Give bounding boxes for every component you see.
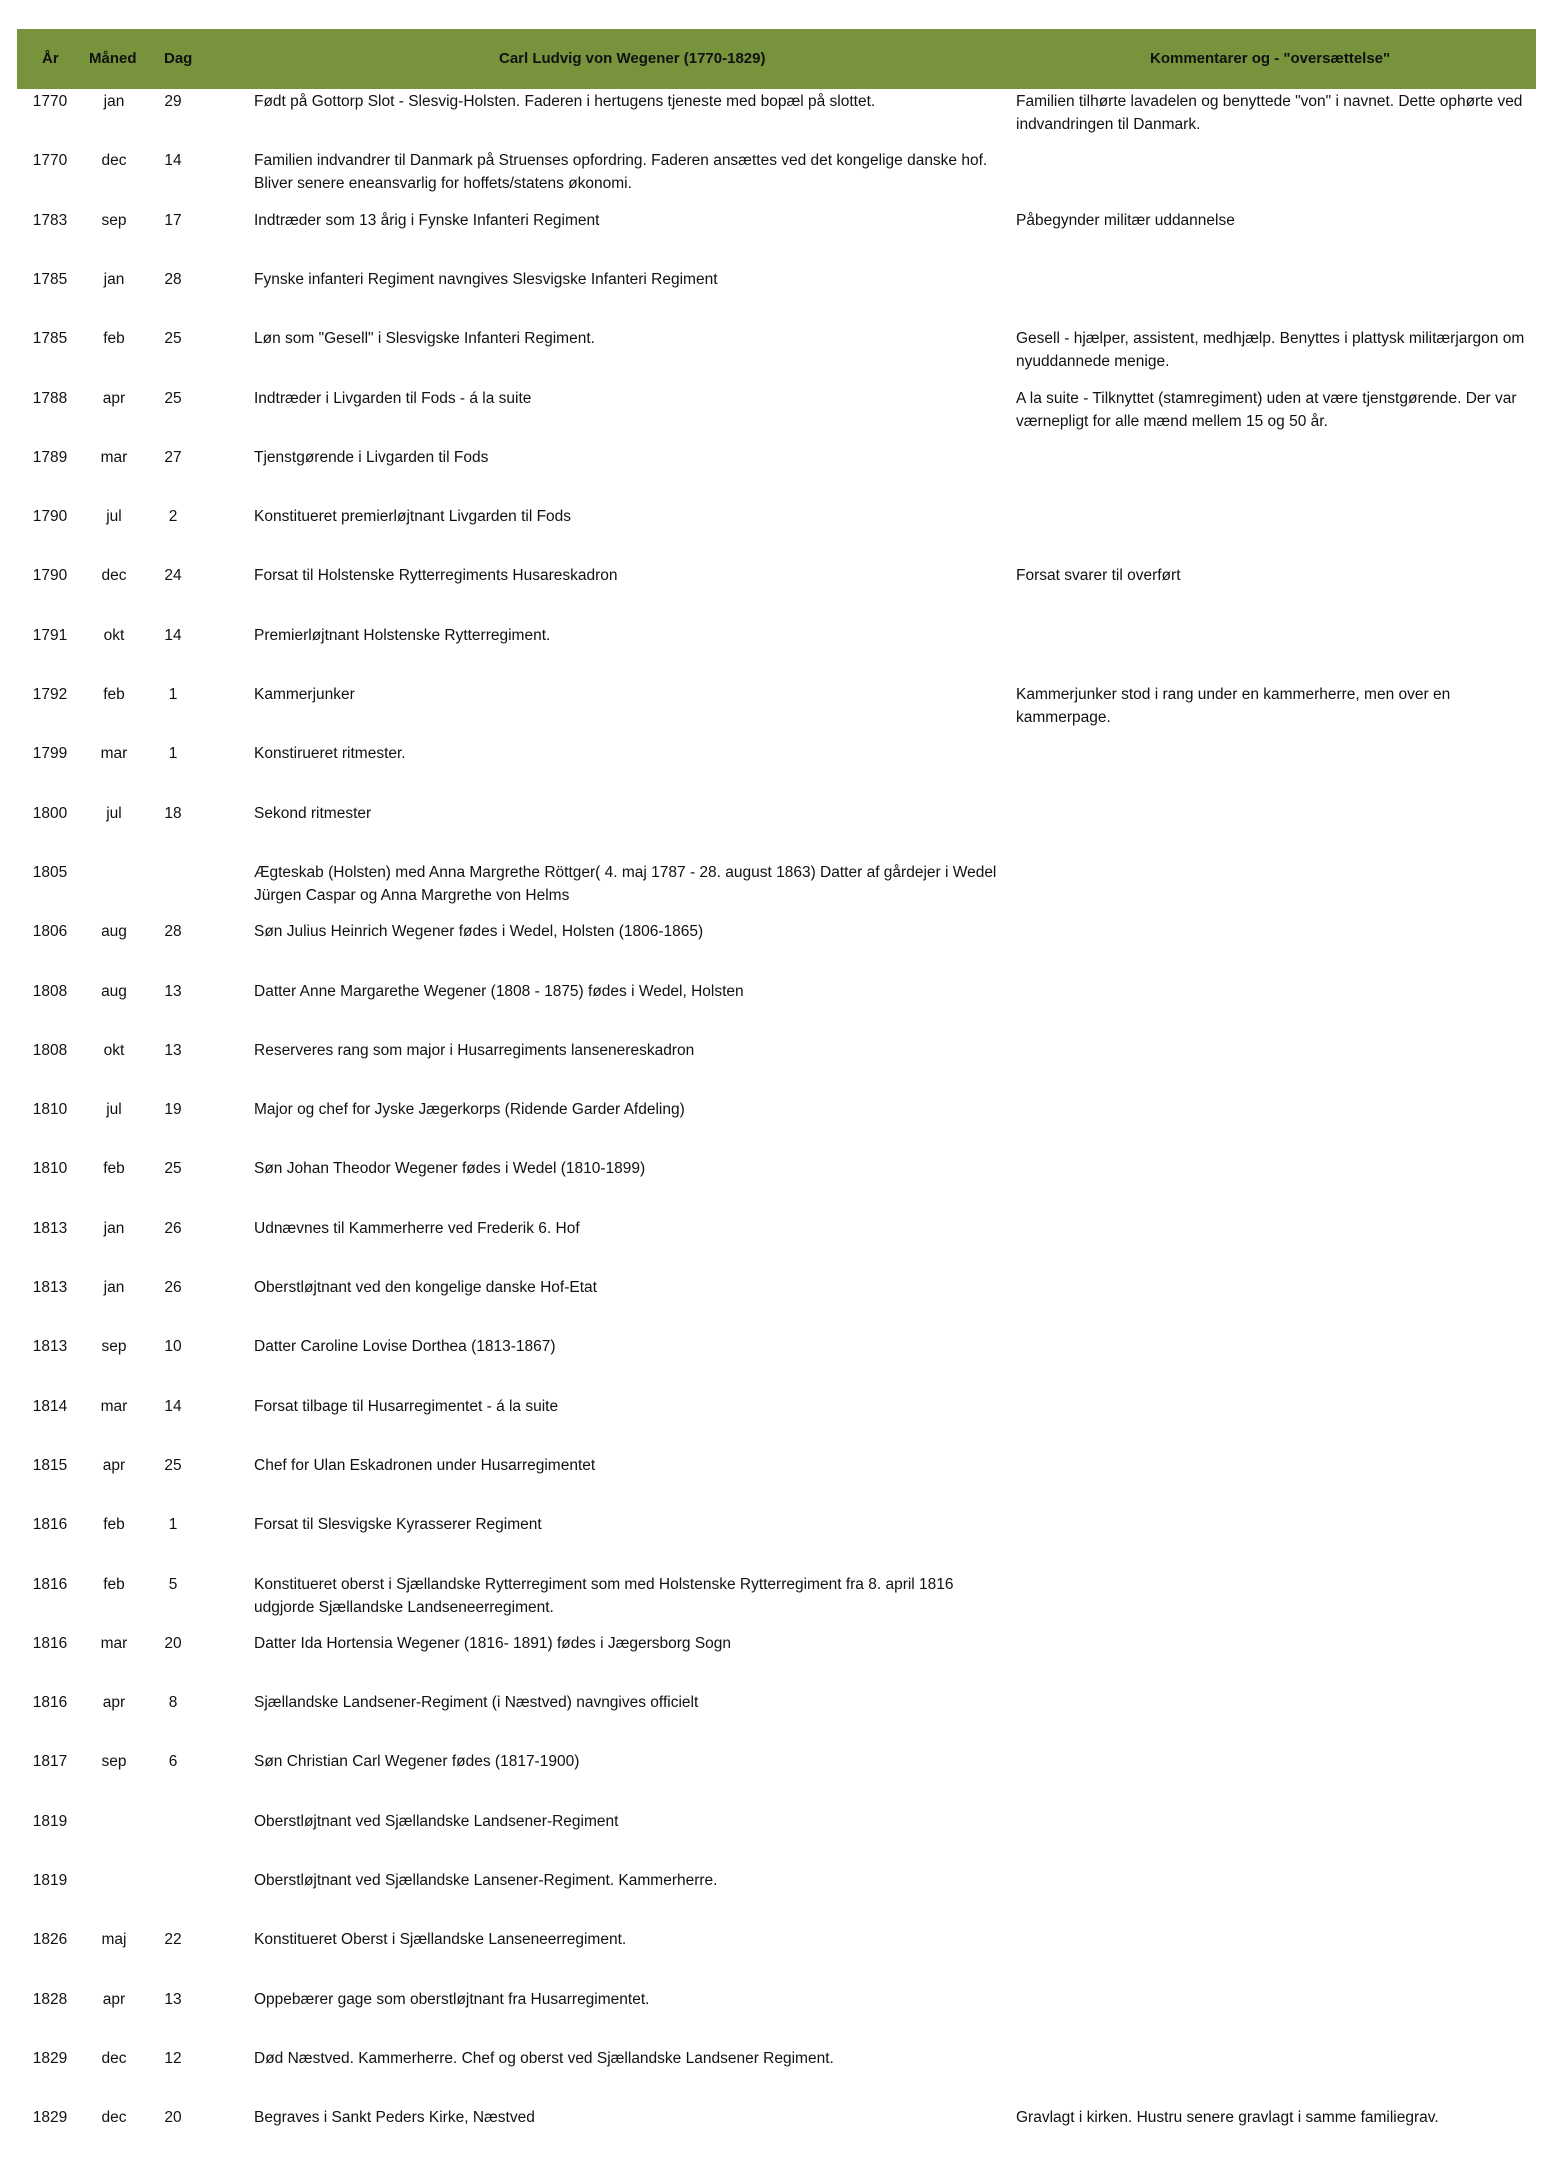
cell-description: Oberstløjtnant ved Sjællandske Landsener-Regiment [254,1813,619,1830]
cell-year: 1810 [32,1101,68,1118]
header-day: Dag [164,50,193,67]
cell-description: Major og chef for Jyske Jægerkorps (Ridende Garder Afdeling) [254,1101,685,1118]
cell-year: 1808 [32,983,68,1000]
header-description: Carl Ludvig von Wegener (1770-1829) [499,50,766,67]
cell-description: Oppebærer gage som oberstløjtnant fra Husarregimentet. [254,1991,650,2008]
cell-day: 28 [164,271,182,288]
cell-month: sep [101,212,127,229]
cell-description: Oberstløjtnant ved Sjællandske Lansener-Regiment. Kammerherre. [254,1872,718,1889]
cell-description: Kammerjunker [254,686,355,703]
cell-month: okt [103,627,125,644]
cell-day: 17 [164,212,182,229]
cell-comment: Forsat svarer til overført [1016,567,1181,584]
cell-year: 1829 [32,2050,68,2067]
cell-year: 1813 [32,1220,68,1237]
cell-day: 25 [164,1457,182,1474]
cell-month: jul [106,805,122,822]
cell-comment: Familien tilhørte lavadelen og benyttede "von" i navnet. Dette ophørte ved indvandringen til Danmark. [1016,93,1523,133]
cell-comment: Gravlagt i kirken. Hustru senere gravlagt i samme familiegrav. [1016,2109,1439,2126]
cell-description: Søn Julius Heinrich Wegener fødes i Wedel, Holsten (1806-1865) [254,923,704,940]
cell-month: sep [101,1338,127,1355]
cell-year: 1816 [32,1635,68,1652]
cell-month: dec [101,152,127,169]
cell-year: 1805 [32,864,68,881]
cell-year: 1828 [32,1991,68,2008]
cell-month: mar [100,1635,128,1652]
cell-description: Forsat tilbage til Husarregimentet - á la suite [254,1398,559,1415]
cell-month: feb [103,330,125,347]
cell-description: Indtræder i Livgarden til Fods - á la suite [254,390,532,407]
header-month: Måned [89,50,137,67]
cell-month: mar [100,449,128,466]
cell-month: apr [102,390,126,407]
cell-description: Søn Johan Theodor Wegener fødes i Wedel (1810-1899) [254,1160,646,1177]
cell-description: Familien indvandrer til Danmark på Struenses opfordring. Faderen ansættes ved det kongelige danske hof. Bliver senere eneansvarlig for hoffets/statens økonomi. [254,152,988,192]
cell-description: Konstitueret premierløjtnant Livgarden til Fods [254,508,572,525]
cell-month: dec [101,2050,127,2067]
cell-year: 1816 [32,1576,68,1593]
cell-year: 1783 [32,212,68,229]
cell-day: 14 [164,1398,182,1415]
cell-description: Begraves i Sankt Peders Kirke, Næstved [254,2109,535,2126]
cell-year: 1826 [32,1931,68,1948]
cell-month: okt [103,1042,125,1059]
cell-day: 10 [164,1338,182,1355]
cell-year: 1815 [32,1457,68,1474]
cell-month: aug [101,923,127,940]
cell-month: jan [103,1279,125,1296]
cell-description: Forsat til Slesvigske Kyrasserer Regiment [254,1516,542,1533]
cell-day: 13 [164,1991,182,2008]
cell-day: 26 [164,1220,182,1237]
cell-description: Forsat til Holstenske Rytterregiments Husareskadron [254,567,618,584]
cell-year: 1829 [32,2109,68,2126]
cell-day: 1 [168,745,178,762]
cell-year: 1816 [32,1516,68,1533]
cell-day: 26 [164,1279,182,1296]
cell-year: 1791 [32,627,68,644]
cell-description: Datter Ida Hortensia Wegener (1816- 1891) fødes i Jægersborg Sogn [254,1635,732,1652]
cell-day: 25 [164,1160,182,1177]
cell-comment: Kammerjunker stod i rang under en kammerherre, men over en kammerpage. [1016,686,1451,726]
header-year: År [42,50,59,67]
cell-year: 1813 [32,1338,68,1355]
cell-day: 5 [168,1576,178,1593]
cell-description: Sekond ritmester [254,805,372,822]
cell-year: 1806 [32,923,68,940]
cell-month: dec [101,2109,127,2126]
cell-day: 22 [164,1931,182,1948]
cell-day: 1 [168,686,178,703]
cell-day: 24 [164,567,182,584]
cell-day: 20 [164,1635,182,1652]
cell-comment: A la suite - Tilknyttet (stamregiment) uden at være tjenstgørende. Der var værnepligt for alle mænd mellem 15 og 50 år. [1016,390,1517,430]
cell-day: 20 [164,2109,182,2126]
cell-month: feb [103,1576,125,1593]
cell-year: 1800 [32,805,68,822]
cell-description: Indtræder som 13 årig i Fynske Infanteri Regiment [254,212,600,229]
table-header [17,29,1536,89]
cell-description: Udnævnes til Kammerherre ved Frederik 6. Hof [254,1220,580,1237]
cell-description: Sjællandske Landsener-Regiment (i Næstved) navngives officielt [254,1694,699,1711]
cell-year: 1814 [32,1398,68,1415]
cell-day: 29 [164,93,182,110]
cell-year: 1790 [32,508,68,525]
cell-day: 6 [168,1753,178,1770]
cell-month: apr [102,1694,126,1711]
cell-year: 1770 [32,152,68,169]
cell-day: 28 [164,923,182,940]
cell-month: mar [100,745,128,762]
cell-month: maj [101,1931,127,1948]
cell-description: Tjenstgørende i Livgarden til Fods [254,449,489,466]
cell-description: Født på Gottorp Slot - Slesvig-Holsten. Faderen i hertugens tjeneste med bopæl på slottet. [254,93,876,110]
cell-year: 1819 [32,1872,68,1889]
cell-comment: Påbegynder militær uddannelse [1016,212,1235,229]
cell-description: Datter Caroline Lovise Dorthea (1813-1867) [254,1338,556,1355]
cell-description: Konstitueret Oberst i Sjællandske Lanseneerregiment. [254,1931,627,1948]
cell-day: 13 [164,1042,182,1059]
cell-month: apr [102,1991,126,2008]
cell-description: Ægteskab (Holsten) med Anna Margrethe Röttger( 4. maj 1787 - 28. august 1863) Datter af gårdejer i Wedel Jürgen Caspar og Anna Margrethe von Helms [254,864,997,904]
cell-day: 13 [164,983,182,1000]
cell-year: 1799 [32,745,68,762]
cell-description: Løn som "Gesell" i Slesvigske Infanteri Regiment. [254,330,595,347]
cell-month: feb [103,1160,125,1177]
cell-description: Oberstløjtnant ved den kongelige danske Hof-Etat [254,1279,597,1296]
cell-day: 1 [168,1516,178,1533]
cell-day: 25 [164,330,182,347]
cell-month: apr [102,1457,126,1474]
cell-description: Datter Anne Margarethe Wegener (1808 - 1875) fødes i Wedel, Holsten [254,983,744,1000]
cell-day: 8 [168,1694,178,1711]
cell-month: mar [100,1398,128,1415]
cell-month: sep [101,1753,127,1770]
cell-day: 19 [164,1101,182,1118]
cell-month: aug [101,983,127,1000]
cell-month: dec [101,567,127,584]
cell-month: jul [106,1101,122,1118]
header-comments: Kommentarer og - "oversættelse" [1150,50,1391,67]
cell-year: 1813 [32,1279,68,1296]
cell-description: Søn Christian Carl Wegener fødes (1817-1900) [254,1753,580,1770]
cell-description: Reserveres rang som major i Husarregiments lansenereskadron [254,1042,695,1059]
cell-description: Premierløjtnant Holstenske Rytterregiment. [254,627,551,644]
cell-month: jan [103,1220,125,1237]
cell-day: 12 [164,2050,182,2067]
cell-month: feb [103,686,125,703]
cell-day: 2 [168,508,178,525]
cell-year: 1819 [32,1813,68,1830]
cell-year: 1790 [32,567,68,584]
cell-month: jan [103,271,125,288]
cell-description: Fynske infanteri Regiment navngives Slesvigske Infanteri Regiment [254,271,718,288]
cell-year: 1788 [32,390,68,407]
cell-description: Chef for Ulan Eskadronen under Husarregimentet [254,1457,596,1474]
cell-month: feb [103,1516,125,1533]
cell-comment: Gesell - hjælper, assistent, medhjælp. Benyttes i plattysk militærjargon om nyuddannede menige. [1016,330,1525,370]
cell-month: jul [106,508,122,525]
cell-year: 1792 [32,686,68,703]
cell-year: 1785 [32,271,68,288]
cell-day: 14 [164,627,182,644]
cell-day: 14 [164,152,182,169]
cell-description: Død Næstved. Kammerherre. Chef og oberst ved Sjællandske Landsener Regiment. [254,2050,834,2067]
cell-year: 1770 [32,93,68,110]
cell-description: Konstirueret ritmester. [254,745,406,762]
cell-day: 18 [164,805,182,822]
cell-year: 1785 [32,330,68,347]
cell-year: 1808 [32,1042,68,1059]
cell-month: jan [103,93,125,110]
cell-year: 1789 [32,449,68,466]
cell-day: 25 [164,390,182,407]
cell-year: 1816 [32,1694,68,1711]
cell-year: 1810 [32,1160,68,1177]
cell-description: Konstitueret oberst i Sjællandske Rytterregiment som med Holstenske Rytterregiment fra 8. april 1816 udgjorde Sjællandske Landseneerregiment. [254,1576,954,1616]
cell-day: 27 [164,449,182,466]
cell-year: 1817 [32,1753,68,1770]
